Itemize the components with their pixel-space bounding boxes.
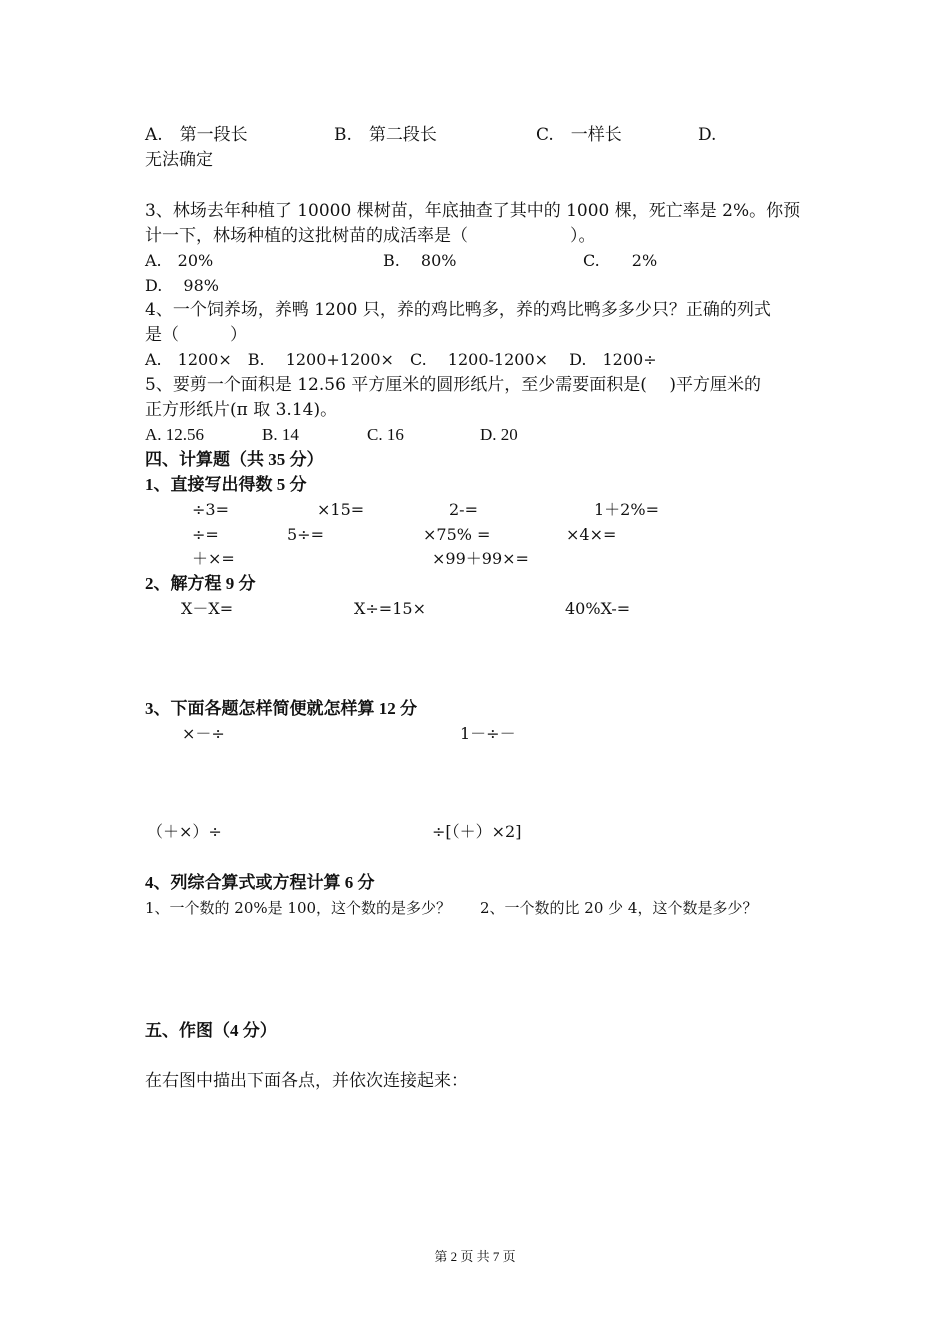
q5-option-b: B. 14 <box>262 425 299 444</box>
q5-option-c: C. 16 <box>367 425 404 444</box>
simplify-item: 1－÷－ <box>460 724 516 743</box>
section5-title: 五、作图（4 分） <box>145 1021 277 1040</box>
q2-option-c: C. 一样长 <box>536 125 622 145</box>
q5-option-a: A. 12.56 <box>145 425 205 444</box>
q5-stem-line1: 5、要剪一个面积是 12.56 平方厘米的圆形纸片，至少需要面积是( )平方厘米的 <box>145 375 761 395</box>
equation-item: X÷=15× <box>354 599 426 618</box>
mental-calc-item: ÷3= <box>192 500 229 519</box>
simplify-item: （＋×）÷ <box>147 822 222 841</box>
sub3-title: 3、下面各题怎样简便就怎样算 12 分 <box>145 699 417 718</box>
sub1-title: 1、直接写出得数 5 分 <box>145 475 307 494</box>
simplify-item: ÷[（＋）×2] <box>432 822 522 841</box>
q4-stem-line2: 是（ ） <box>145 325 247 345</box>
q3-option-c: C. 2% <box>583 251 658 270</box>
mental-calc-item: ×15= <box>317 500 365 519</box>
word-problem-1: 1、一个数的 20%是 100，这个数的是多少？ <box>145 899 452 917</box>
q5-option-d: D. 20 <box>480 425 518 444</box>
mental-calc-item: ×4×= <box>566 525 617 544</box>
q2-option-a: A. 第一段长 <box>145 125 248 145</box>
q3-stem-line2: 计一下，林场种植的这批树苗的成活率是（ ）。 <box>145 226 596 246</box>
simplify-item: ×－÷ <box>182 724 225 743</box>
q4-stem-line1: 4、一个饲养场，养鸭 1200 只，养的鸡比鸭多，养的鸡比鸭多多少只？正确的列式 <box>145 300 771 320</box>
section4-title: 四、计算题（共 35 分） <box>145 450 324 469</box>
mental-calc-item: ＋×= <box>192 549 235 568</box>
q2-option-d-text: 无法确定 <box>145 150 213 170</box>
q3-option-a: A. 20% <box>145 251 214 270</box>
word-problem-2: 2、一个数的比 20 少 4，这个数是多少？ <box>480 899 758 917</box>
sub4-title: 4、列综合算式或方程计算 6 分 <box>145 873 375 892</box>
equation-item: 40%X-= <box>565 599 631 618</box>
mental-calc-item: ×99＋99×= <box>432 549 529 568</box>
q5-stem-line2: 正方形纸片(π 取 3.14)。 <box>145 400 338 420</box>
q3-stem-line1: 3、林场去年种植了 10000 棵树苗，年底抽查了其中的 1000 棵，死亡率是 2%。你预 <box>145 201 801 221</box>
section5-instruction: 在右图中描出下面各点，并依次连接起来： <box>145 1071 468 1091</box>
q4-options: A. 1200× B. 1200+1200× C. 1200-1200× D. 1200÷ <box>145 350 657 369</box>
mental-calc-item: 2-= <box>449 500 478 519</box>
page-footer: 第 2 页 共 7 页 <box>434 1249 516 1264</box>
q3-option-d: D. 98% <box>145 276 219 295</box>
q2-option-d: D. <box>698 125 717 145</box>
equation-item: X－X= <box>181 599 234 618</box>
mental-calc-item: 1＋2%= <box>594 500 659 519</box>
q2-option-b: B. 第二段长 <box>334 125 437 145</box>
mental-calc-item: ×75% = <box>423 525 491 544</box>
sub2-title: 2、解方程 9 分 <box>145 574 256 593</box>
mental-calc-item: ÷= <box>192 525 219 544</box>
q3-option-b: B. 80% <box>383 251 457 270</box>
mental-calc-item: 5÷= <box>287 525 324 544</box>
